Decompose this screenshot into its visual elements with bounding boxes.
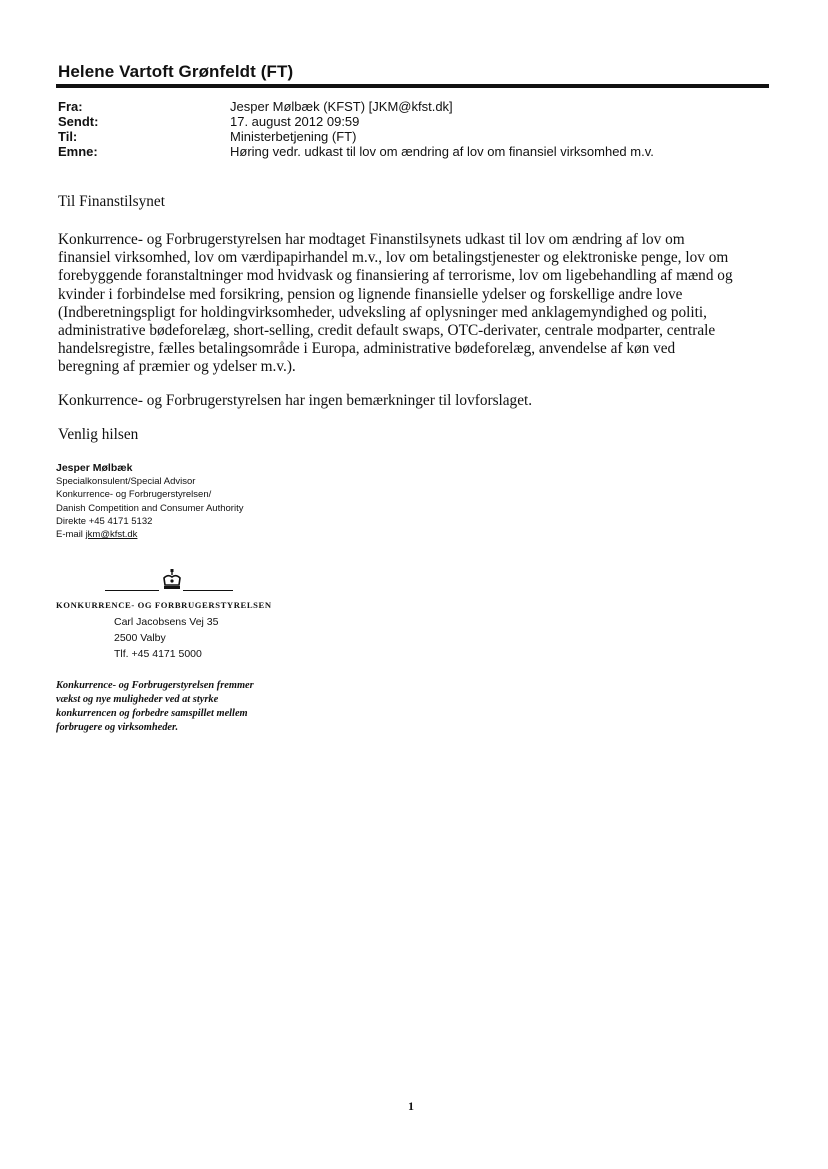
- meta-label: Emne:: [58, 144, 98, 159]
- org-name: KONKURRENCE- OG FORBRUGERSTYRELSEN: [56, 600, 272, 610]
- address-phone: Tlf. +45 4171 5000: [114, 648, 202, 660]
- address-block: [114, 614, 218, 662]
- closing: Venlig hilsen: [58, 426, 139, 443]
- tagline: [56, 679, 336, 735]
- crown-icon: [159, 569, 185, 595]
- statement: Konkurrence- og Forbrugerstyrelsen har ingen bemærkninger til lovforslaget.: [58, 392, 533, 409]
- signature-email-row: [56, 528, 456, 541]
- tagline-line: vækst og nye muligheder ved at styrke: [56, 694, 219, 705]
- signature-title: Specialkonsulent/Special Advisor: [56, 476, 196, 488]
- paragraph-line: kvinder i forbindelse med forsikring, pension og lignende finansielle ydelser og forskellige andre love: [58, 285, 683, 303]
- logo-line-left: [105, 590, 159, 591]
- paragraph-line: (Indberetningspligt for holdingvirksomheder, udveksling af oplysninger med anklagemyndighed og politi,: [58, 303, 707, 321]
- meta-value: Høring vedr. udkast til lov om ændring af lov om finansiel virksomhed m.v.: [230, 144, 654, 159]
- paragraph-line: administrative bødeforelæg, short-selling, credit default swaps, OTC-derivater, centrale modparter, centrale: [58, 322, 716, 340]
- tagline-line: Konkurrence- og Forbrugerstyrelsen fremmer: [56, 680, 254, 691]
- meta-value: Jesper Mølbæk (KFST) [JKM@kfst.dk]: [230, 99, 453, 114]
- signature-block: [56, 462, 456, 541]
- tagline-line: forbrugere og virksomheder.: [56, 722, 179, 733]
- signature-org-line2: Danish Competition and Consumer Authority: [56, 502, 244, 514]
- header-rule: [56, 84, 769, 88]
- greeting: Til Finanstilsynet: [58, 193, 165, 210]
- main-paragraph: [58, 231, 778, 377]
- logo-line-right: [183, 590, 233, 591]
- paragraph-line: beregning af præmier og ydelser m.v.).: [58, 358, 296, 376]
- meta-value: 17. august 2012 09:59: [230, 114, 360, 129]
- paragraph-line: handelsregistre, fælles betalingsområde i Europa, administrative bødeforelæg, anvendelse af køn ved: [58, 340, 676, 358]
- meta-label: Til:: [58, 129, 78, 144]
- signature-org-line1: Konkurrence- og Forbrugerstyrelsen/: [56, 489, 212, 501]
- email-label: E-mail: [56, 529, 86, 541]
- signature-phone: Direkte +45 4171 5132: [56, 515, 153, 527]
- document-header-name: Helene Vartoft Grønfeldt (FT): [58, 62, 294, 81]
- signature-name: Jesper Mølbæk: [56, 462, 133, 474]
- meta-label: Fra:: [58, 99, 83, 114]
- org-logo: [105, 567, 245, 597]
- tagline-line: konkurrencen og forbedre samspillet mellem: [56, 708, 248, 719]
- paragraph-line: forebyggende foranstaltninger mod hvidvask og finansiering af terrorisme, lov om ligebehandling af mænd og: [58, 267, 733, 285]
- page-number: 1: [408, 1099, 414, 1113]
- paragraph-line: finansiel virksomhed, lov om værdipapirhandel m.v., lov om betalingstjenester og elektroniske penge, lov om: [58, 249, 729, 267]
- email-link[interactable]: jkm@kfst.dk: [85, 529, 138, 541]
- address-street: Carl Jacobsens Vej 35: [114, 616, 219, 628]
- meta-value: Ministerbetjening (FT): [230, 129, 357, 144]
- address-city: 2500 Valby: [114, 632, 166, 644]
- paragraph-line: Konkurrence- og Forbrugerstyrelsen har modtaget Finanstilsynets udkast til lov om ændring af lov om: [58, 231, 685, 248]
- meta-label: Sendt:: [58, 114, 99, 129]
